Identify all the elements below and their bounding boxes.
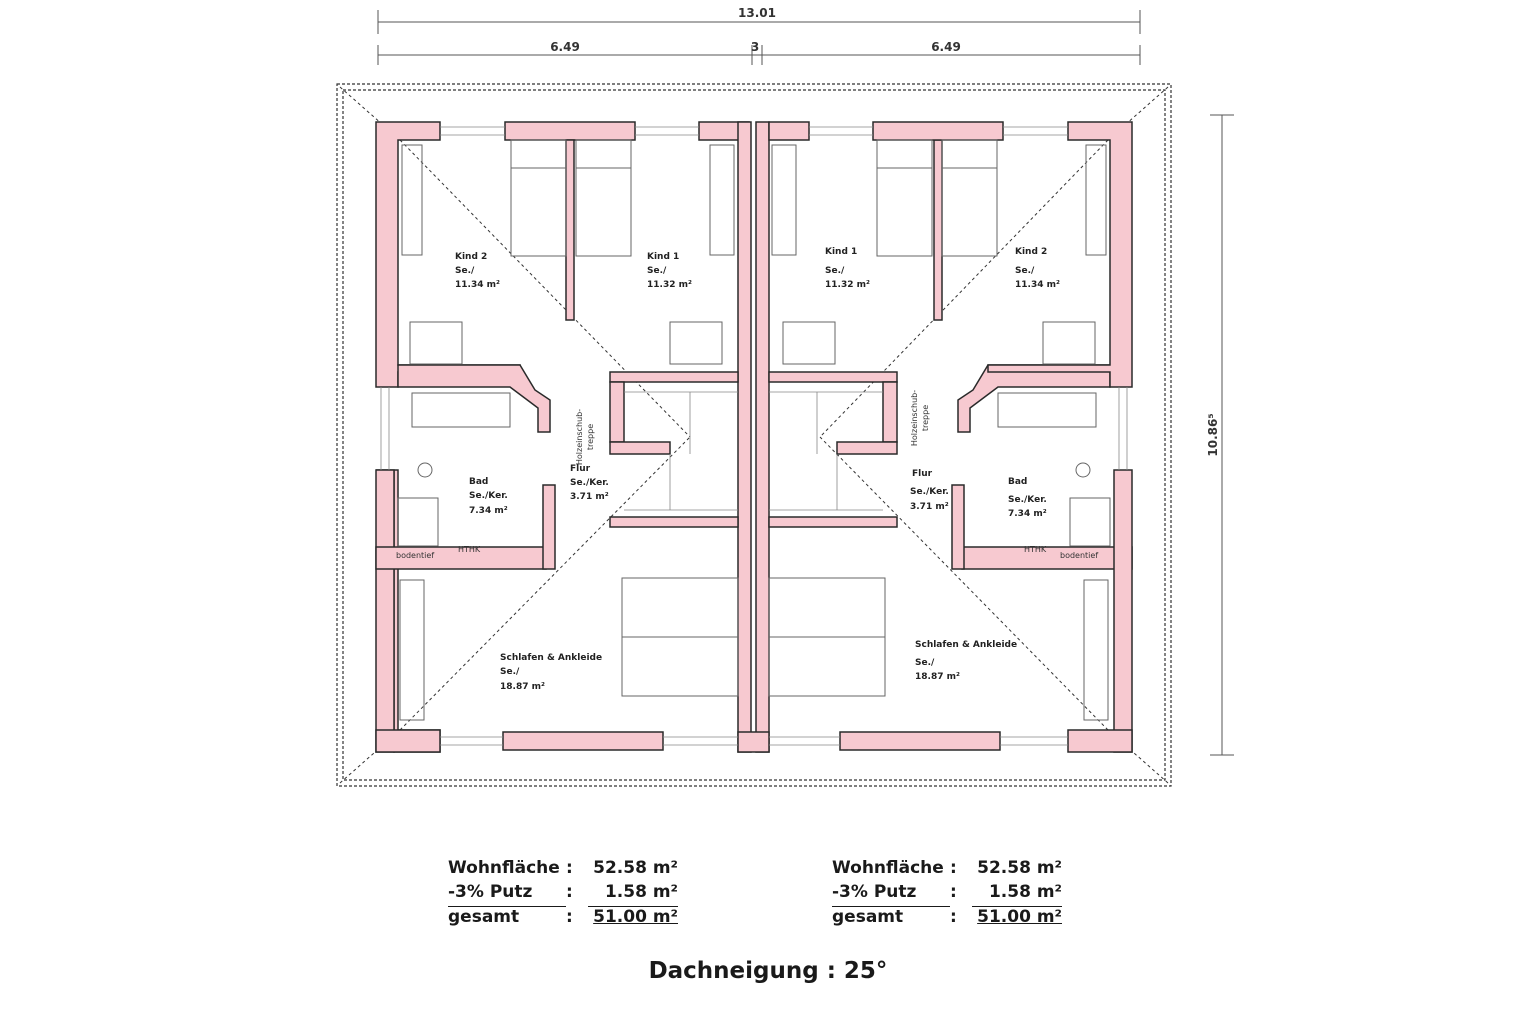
wardrobe-icon bbox=[1086, 145, 1106, 255]
bed-icon bbox=[511, 140, 566, 256]
room-floor: Se./ bbox=[1015, 266, 1035, 276]
room-name: Bad bbox=[1008, 477, 1028, 487]
room-floor: Se./Ker. bbox=[1008, 495, 1047, 505]
wohnflaeche-value: 52.58 m² bbox=[593, 858, 678, 878]
roof-pitch: Dachneigung : 25° bbox=[648, 958, 888, 984]
colon: : bbox=[950, 882, 957, 903]
furniture bbox=[398, 140, 1110, 720]
shower-icon bbox=[1070, 498, 1110, 546]
gesamt-label: gesamt bbox=[832, 907, 904, 927]
hthk-label: HTHK bbox=[1024, 545, 1047, 554]
bodentief-label: bodentief bbox=[1060, 551, 1099, 560]
room-area: 7.34 m² bbox=[469, 506, 508, 516]
room-area: 11.34 m² bbox=[1015, 280, 1060, 290]
stair-label: Holzeinschub- bbox=[575, 408, 584, 466]
dim-total-width: 13.01 bbox=[738, 6, 776, 20]
room-area: 11.32 m² bbox=[825, 280, 870, 290]
room-name: Kind 2 bbox=[455, 252, 488, 262]
putz-value: 1.58 m² bbox=[588, 882, 678, 907]
gesamt-value-text: 51.00 m² bbox=[593, 907, 678, 927]
bathtub-icon bbox=[412, 393, 510, 427]
stair-label: treppe bbox=[586, 423, 595, 451]
dim-left-unit-width: 6.49 bbox=[550, 40, 580, 54]
walls bbox=[376, 122, 1132, 752]
hthk-label: HTHK bbox=[458, 545, 481, 554]
room-floor: Se./ bbox=[455, 266, 475, 276]
colon: : bbox=[566, 906, 573, 927]
wohnflaeche-label: Wohnfläche bbox=[832, 858, 944, 878]
putz-label: -3% Putz bbox=[448, 882, 566, 907]
right-unit-labels bbox=[825, 247, 1098, 682]
room-area: 18.87 m² bbox=[500, 682, 545, 692]
room-name: Flur bbox=[912, 469, 933, 479]
area-summary-left bbox=[448, 858, 678, 931]
bed-icon bbox=[877, 140, 932, 256]
putz-label: -3% Putz bbox=[832, 882, 950, 907]
colon: : bbox=[950, 858, 957, 878]
room-floor: Se./ bbox=[915, 658, 935, 668]
bodentief-label: bodentief bbox=[396, 551, 435, 560]
stair-label: treppe bbox=[921, 404, 930, 432]
roof-hip-lines bbox=[340, 87, 1168, 783]
stair-label: Holzeinschub- bbox=[910, 389, 919, 447]
shower-icon bbox=[398, 498, 438, 546]
wardrobe-icon bbox=[402, 145, 422, 255]
bed-icon bbox=[576, 140, 631, 256]
wohnflaeche-value: 52.58 m² bbox=[977, 858, 1062, 878]
dim-right-unit-width: 6.49 bbox=[931, 40, 961, 54]
wardrobe-icon bbox=[400, 580, 424, 720]
room-floor: Se./ bbox=[647, 266, 667, 276]
bed-icon bbox=[942, 140, 997, 256]
room-area: 7.34 m² bbox=[1008, 509, 1047, 519]
gesamt-value-text: 51.00 m² bbox=[977, 907, 1062, 927]
desk-icon bbox=[410, 322, 462, 364]
room-floor: Se./ bbox=[825, 266, 845, 276]
colon: : bbox=[950, 906, 957, 927]
wardrobe-icon bbox=[1084, 580, 1108, 720]
putz-value: 1.58 m² bbox=[972, 882, 1062, 907]
room-name: Schlafen & Ankleide bbox=[500, 653, 603, 663]
left-unit-labels bbox=[396, 252, 692, 692]
room-name: Kind 1 bbox=[647, 252, 680, 262]
dim-middle: 3 bbox=[750, 40, 760, 54]
wardrobe-icon bbox=[772, 145, 796, 255]
gesamt-value bbox=[588, 907, 678, 932]
room-name: Kind 2 bbox=[1015, 247, 1048, 257]
area-summary-right bbox=[832, 858, 1062, 931]
room-floor: Se./ bbox=[500, 667, 520, 677]
bathtub-icon bbox=[998, 393, 1096, 427]
desk-icon bbox=[783, 322, 835, 364]
room-floor: Se./Ker. bbox=[910, 487, 949, 497]
wohnflaeche-label: Wohnfläche bbox=[448, 858, 560, 878]
room-area: 18.87 m² bbox=[915, 672, 960, 682]
toilet-icon bbox=[1076, 463, 1090, 477]
dim-depth: 10.86⁵ bbox=[1206, 413, 1220, 457]
room-name: Bad bbox=[469, 477, 489, 487]
colon: : bbox=[566, 882, 573, 903]
room-area: 3.71 m² bbox=[910, 502, 949, 512]
room-floor: Se./Ker. bbox=[469, 491, 508, 501]
room-name: Kind 1 bbox=[825, 247, 858, 257]
room-name: Flur bbox=[570, 464, 591, 474]
room-area: 11.34 m² bbox=[455, 280, 500, 290]
room-floor: Se./Ker. bbox=[570, 478, 609, 488]
roof-outline bbox=[337, 84, 1171, 786]
desk-icon bbox=[670, 322, 722, 364]
windows bbox=[381, 127, 1127, 745]
desk-icon bbox=[1043, 322, 1095, 364]
wardrobe-icon bbox=[710, 145, 734, 255]
room-area: 3.71 m² bbox=[570, 492, 609, 502]
room-area: 11.32 m² bbox=[647, 280, 692, 290]
gesamt-label: gesamt bbox=[448, 907, 520, 927]
room-name: Schlafen & Ankleide bbox=[915, 640, 1018, 650]
colon: : bbox=[566, 858, 573, 878]
gesamt-value bbox=[972, 907, 1062, 932]
toilet-icon bbox=[418, 463, 432, 477]
